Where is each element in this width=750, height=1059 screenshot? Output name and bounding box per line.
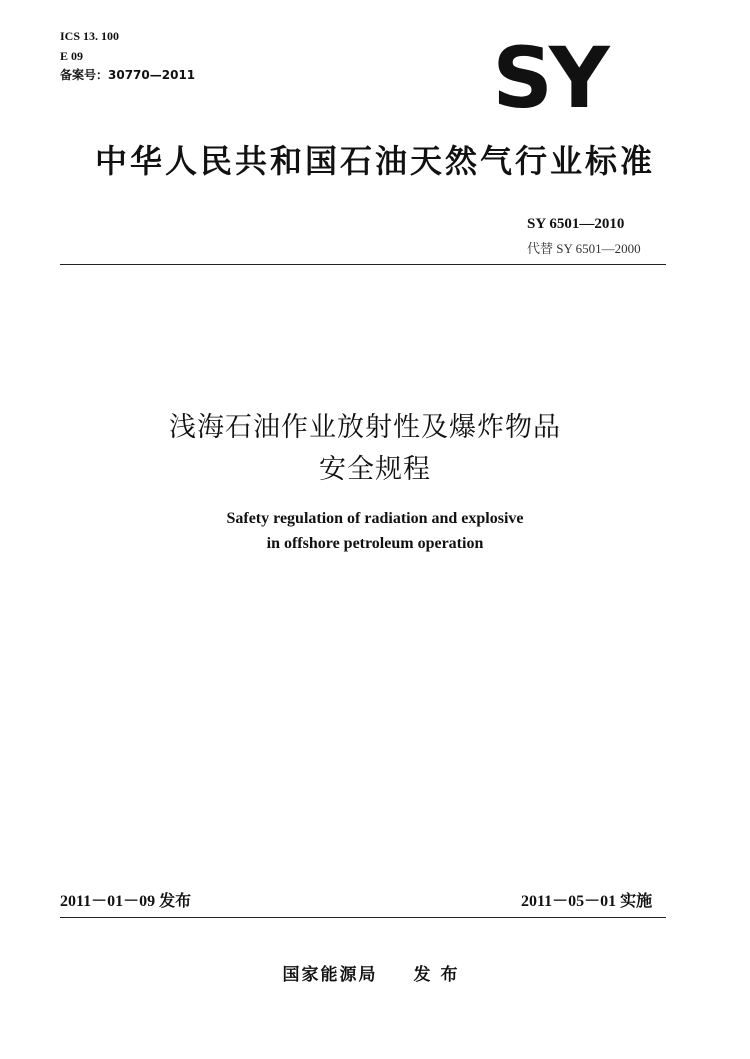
ics-code: ICS 13. 100 [60, 29, 120, 43]
standard-number: SY 6501—2010 [527, 216, 625, 232]
chinese-title-line-2: 安全规程 [319, 454, 431, 485]
issuer-name: 国家能源局 [282, 965, 378, 985]
english-title-line-1: Safety regulation of radiation and explosive [226, 510, 524, 527]
effective-date: 2011－05－01 实施 [521, 893, 653, 910]
classification-code: E 09 [60, 49, 84, 63]
top-divider [60, 264, 666, 265]
issuer [0, 960, 750, 985]
filing-number: 备案号：30770—2011 [60, 68, 196, 82]
bottom-divider [60, 917, 666, 918]
standard-org-title: 中华人民共和国石油天然气行业标准 [94, 142, 655, 180]
publish-date: 2011－01－09 发布 [60, 893, 192, 910]
sy-logo: SY [492, 29, 606, 127]
english-title-line-2: in offshore petroleum operation [266, 535, 484, 552]
chinese-title-line-1: 浅海石油作业放射性及爆炸物品 [169, 412, 561, 443]
replaces-standard: 代替 SY 6501—2000 [527, 241, 641, 256]
issuer-action: 发布 [413, 965, 468, 985]
